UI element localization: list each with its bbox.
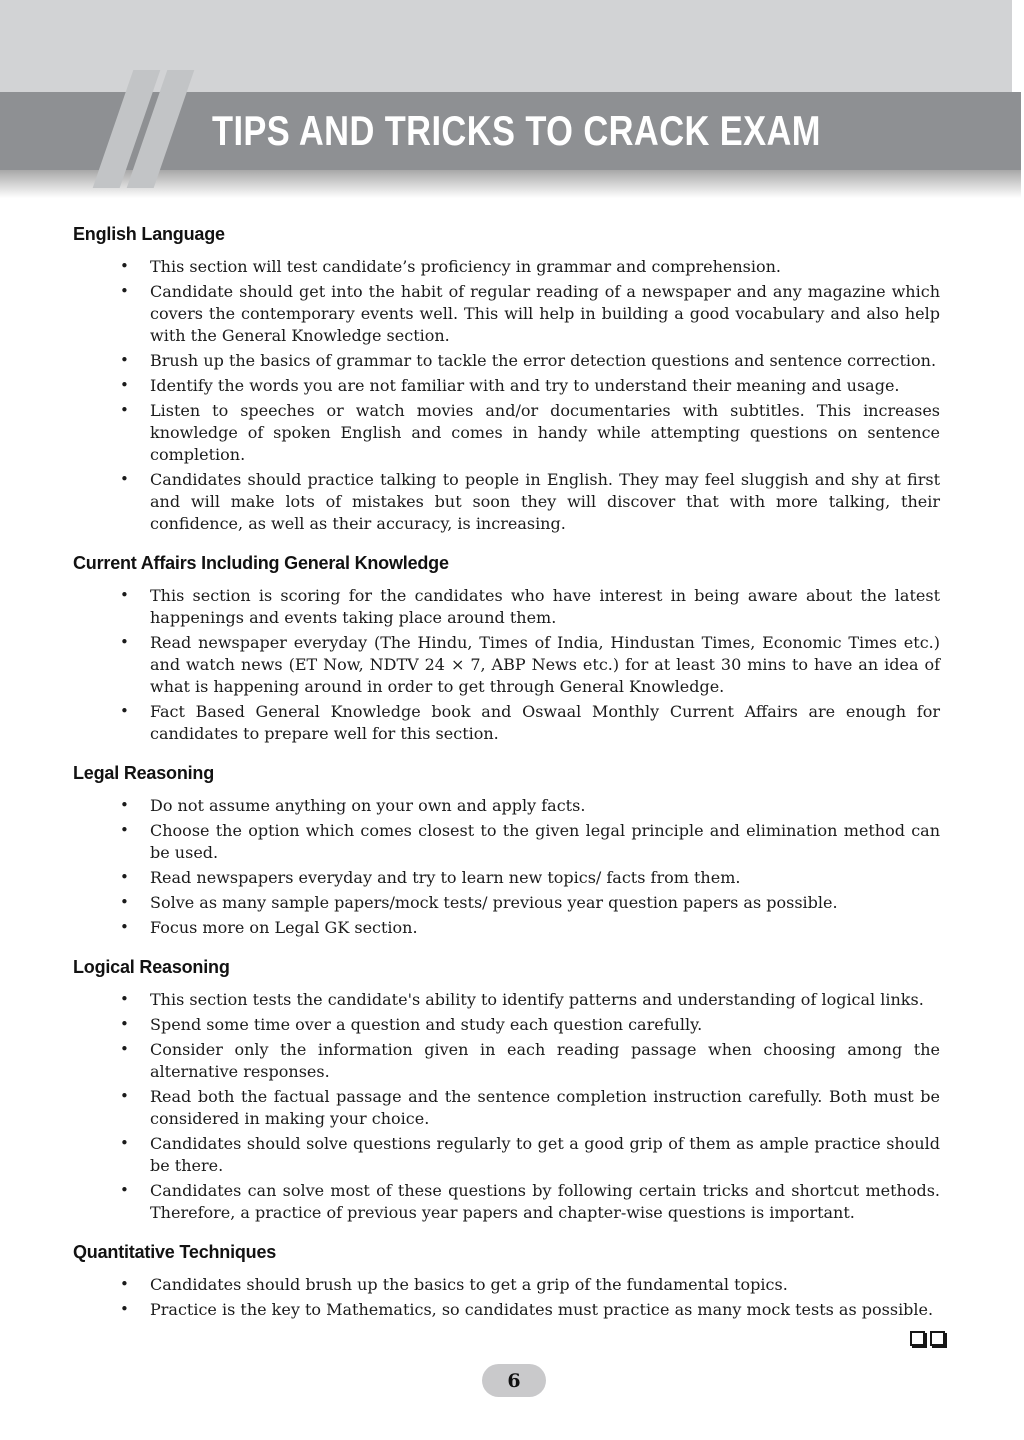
- bullet-icon: •: [120, 796, 129, 814]
- page-title-text: TIPS AND TRICKS TO CRACK EXAM: [212, 107, 821, 154]
- bullet-item: [73, 1039, 940, 1083]
- bullet-list: [73, 1274, 940, 1321]
- bullet-item: [73, 989, 940, 1011]
- bullet-item: [73, 632, 940, 698]
- bullet-item: [73, 820, 940, 864]
- bullet-item: [73, 350, 940, 372]
- bullet-text: Listen to speeches or watch movies and/or documentaries with subtitles. This increases knowledge of spoken English and comes in handy while attempting questions on sentence completion.: [150, 401, 940, 464]
- end-of-chapter-marks: [910, 1331, 945, 1346]
- bullet-text: Consider only the information given in each reading passage when choosing among the alternative responses.: [150, 1040, 940, 1081]
- bullet-text: Candidates should brush up the basics to get a grip of the fundamental topics.: [150, 1275, 788, 1294]
- bullet-icon: •: [120, 1134, 129, 1152]
- bullet-text: Brush up the basics of grammar to tackle the error detection questions and sentence correction.: [150, 351, 937, 370]
- page-header: [0, 0, 1024, 200]
- bullet-item: [73, 1133, 940, 1177]
- bullet-item: [73, 892, 940, 914]
- bullet-list: [73, 989, 940, 1224]
- section-heading: Quantitative Techniques: [73, 1242, 277, 1262]
- bullet-icon: •: [120, 821, 129, 839]
- end-square-icon: [930, 1331, 945, 1346]
- bullet-icon: •: [120, 470, 129, 488]
- bullet-text: Do not assume anything on your own and apply facts.: [150, 796, 586, 815]
- bullet-item: [73, 281, 940, 347]
- section-heading: English Language: [73, 224, 225, 244]
- bullet-item: [73, 795, 940, 817]
- bullet-text: Candidate should get into the habit of regular reading of a newspaper and any magazine which covers the contemporary events well. This will help in building a good vocabulary and also help with the General Knowledge section.: [150, 282, 940, 345]
- section-heading: Legal Reasoning: [73, 763, 215, 783]
- bullet-item: [73, 400, 940, 466]
- bullet-icon: •: [120, 1300, 129, 1318]
- bullet-icon: •: [120, 282, 129, 300]
- bullet-text: This section will test candidate’s proficiency in grammar and comprehension.: [150, 257, 781, 276]
- section-heading: Logical Reasoning: [73, 957, 230, 977]
- bullet-text: Read newspaper everyday (The Hindu, Times of India, Hindustan Times, Economic Times etc.) and watch news (ET Now, NDTV 24 × 7, ABP News etc.) for at least 30 mins to have an idea of what is happening around in order to get through General Knowledge.: [150, 633, 940, 696]
- bullet-text: This section is scoring for the candidates who have interest in being aware about the latest happenings and events taking place around them.: [150, 586, 940, 627]
- bullet-text: Read both the factual passage and the sentence completion instruction carefully. Both must be considered in making your choice.: [150, 1087, 940, 1128]
- bullet-item: [73, 1299, 940, 1321]
- bullet-item: [73, 469, 940, 535]
- bullet-icon: •: [120, 868, 129, 886]
- bullet-item: [73, 585, 940, 629]
- bullet-icon: •: [120, 1087, 129, 1105]
- bullet-icon: •: [120, 893, 129, 911]
- page-number-badge: [482, 1364, 546, 1397]
- end-square-icon: [910, 1331, 925, 1346]
- bullet-text: Identify the words you are not familiar with and try to understand their meaning and usage.: [150, 376, 900, 395]
- bullet-item: [73, 375, 940, 397]
- bullet-icon: •: [120, 990, 129, 1008]
- bullet-text: Read newspapers everyday and try to learn new topics/ facts from them.: [150, 868, 741, 887]
- bullet-icon: •: [120, 1040, 129, 1058]
- bullet-icon: •: [120, 633, 129, 651]
- bullet-text: Choose the option which comes closest to the given legal principle and elimination method can be used.: [150, 821, 940, 862]
- bullet-icon: •: [120, 401, 129, 419]
- bullet-list: [73, 795, 940, 939]
- bullet-icon: •: [120, 257, 129, 275]
- bullet-item: [73, 1180, 940, 1224]
- bullet-item: [73, 1274, 940, 1296]
- bullet-icon: •: [120, 1275, 129, 1293]
- bullet-icon: •: [120, 1181, 129, 1199]
- bullet-text: This section tests the candidate's ability to identify patterns and understanding of logical links.: [150, 990, 924, 1009]
- page-title: [212, 92, 955, 170]
- bullet-item: [73, 1086, 940, 1130]
- bullet-icon: •: [120, 376, 129, 394]
- bullet-icon: •: [120, 702, 129, 720]
- bullet-text: Fact Based General Knowledge book and Oswaal Monthly Current Affairs are enough for candidates to prepare well for this section.: [150, 702, 940, 743]
- bullet-text: Candidates should practice talking to people in English. They may feel sluggish and shy at first and will make lots of mistakes but soon they will discover that with more talking, their confidence, as well as their accuracy, is increasing.: [150, 470, 940, 533]
- bullet-item: [73, 256, 940, 278]
- bullet-icon: •: [120, 351, 129, 369]
- bullet-text: Candidates can solve most of these questions by following certain tricks and shortcut methods. Therefore, a practice of previous year papers and chapter-wise questions is important.: [150, 1181, 940, 1222]
- bullet-text: Spend some time over a question and study each question carefully.: [150, 1015, 703, 1034]
- bullet-text: Candidates should solve questions regularly to get a good grip of them as ample practice should be there.: [150, 1134, 940, 1175]
- section-heading: Current Affairs Including General Knowledge: [73, 553, 449, 573]
- bullet-item: [73, 701, 940, 745]
- bullet-item: [73, 867, 940, 889]
- bullet-list: [73, 585, 940, 745]
- bullet-icon: •: [120, 586, 129, 604]
- bullet-text: Focus more on Legal GK section.: [150, 918, 418, 937]
- content-area: [0, 224, 1024, 1324]
- bullet-item: [73, 917, 940, 939]
- bullet-icon: •: [120, 1015, 129, 1033]
- bullet-item: [73, 1014, 940, 1036]
- bullet-text: Practice is the key to Mathematics, so candidates must practice as many mock tests as possible.: [150, 1300, 934, 1319]
- bullet-list: [73, 256, 940, 535]
- bullet-text: Solve as many sample papers/mock tests/ previous year question papers as possible.: [150, 893, 838, 912]
- bullet-icon: •: [120, 918, 129, 936]
- page-number: 6: [507, 1369, 521, 1392]
